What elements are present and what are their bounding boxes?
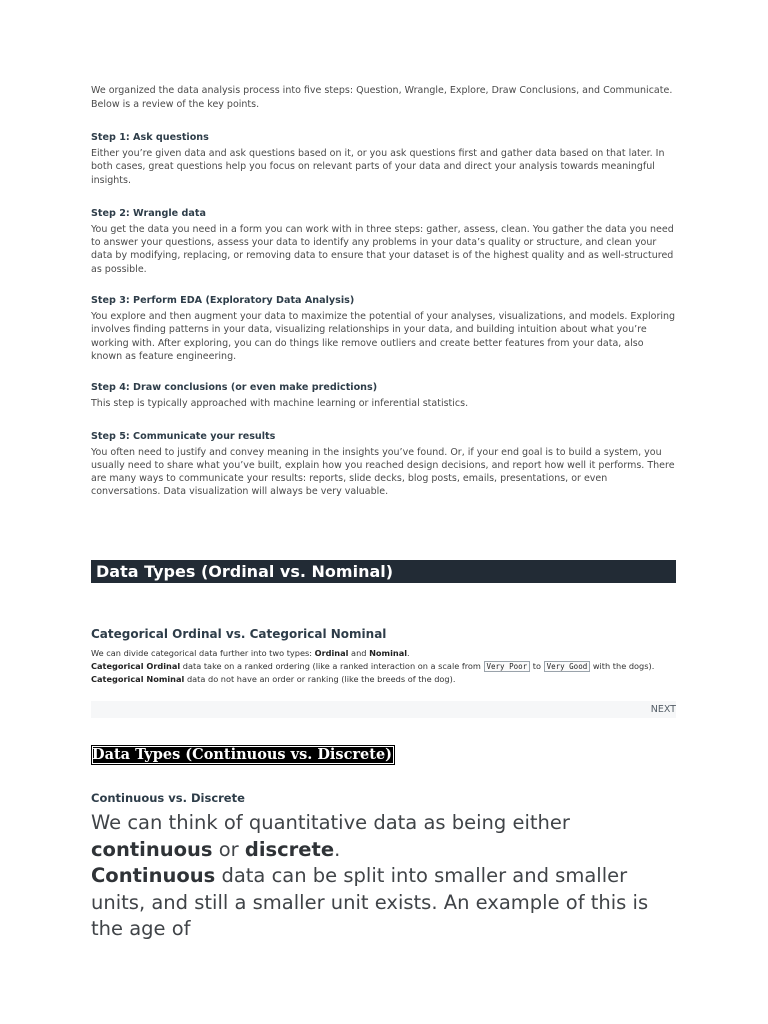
inline-code: Very Good: [544, 661, 591, 672]
description-line: [91, 660, 679, 674]
text: or: [212, 837, 245, 861]
text: .: [334, 837, 341, 861]
term-discrete: discrete: [244, 837, 335, 861]
step-body: Either you’re given data and ask questions based on it, or you ask questions first and gather data based on that later. In both cases, great questions help you focus on relevant parts of your data and direct your analysis towards meaningful insights.: [91, 148, 665, 186]
step-title: Step 1: Ask questions: [91, 132, 209, 143]
step-title: Step 2: Wrangle data: [91, 207, 206, 219]
description-line: [91, 673, 679, 686]
step-4: [91, 381, 677, 410]
step-title: Step 5: Communicate your results: [91, 430, 276, 442]
text: data take on a ranked ordering (like a ranked interaction on a scale from: [180, 660, 484, 671]
text: We can think of quantitative data as being either: [91, 811, 570, 834]
step-3: [91, 294, 677, 363]
term-categorical-ordinal: Categorical Ordinal: [91, 660, 181, 671]
text: data can be split into smaller and smaller units, and still a smaller unit exists. An example of this is the age of: [91, 864, 649, 940]
inline-code: Very Poor: [484, 661, 531, 672]
subsection-heading: Continuous vs. Discrete: [91, 791, 245, 805]
text: We can divide categorical data further into two types:: [91, 648, 315, 658]
term-nominal: Nominal: [369, 648, 408, 658]
term-continuous-cap: Continuous: [91, 864, 216, 887]
section-heading: Categorical Ordinal vs. Categorical Nominal: [91, 627, 387, 641]
step-5: [91, 430, 677, 499]
content: [91, 84, 677, 499]
text: data do not have an order or ranking (like the breeds of the dog).: [184, 674, 456, 684]
text: to: [530, 660, 544, 671]
next-button[interactable]: NEXT: [650, 704, 676, 715]
description-line: [91, 647, 679, 660]
term-continuous: continuous: [91, 837, 213, 861]
term-categorical-nominal: Categorical Nominal: [91, 674, 185, 684]
paragraph-line: [91, 810, 681, 863]
section-title-2: Data Types (Continuous vs. Discrete): [91, 745, 395, 765]
step-2: [91, 207, 677, 276]
text: with the dogs).: [590, 660, 655, 671]
text: .: [407, 648, 410, 658]
term-ordinal: Ordinal: [314, 648, 349, 658]
paragraph-line: [91, 863, 681, 943]
step-body: You explore and then augment your data to maximize the potential of your analyses, visualizations, and models. Exploring involves finding patterns in your data, visualizing relationships in your data, and building intuition about what you’re working with. After exploring, you can do things like remove outliers and create better features from your data, also known as feature engineering.: [91, 311, 676, 362]
section-title: Data Types (Ordinal vs. Nominal): [96, 562, 394, 581]
step-body: This step is typically approached with machine learning or inferential statistics.: [91, 398, 469, 410]
next-bar: [91, 701, 676, 718]
continuous-paragraph: [91, 810, 681, 943]
categorical-description: [91, 647, 679, 686]
intro-paragraph: We organized the data analysis process into five steps: Question, Wrangle, Explore, Draw Conclusions, and Communicate. Below is a review of the key points.: [91, 85, 673, 110]
step-body: You often need to justify and convey meaning in the insights you’ve found. Or, if your end goal is to build a system, you usually need to share what you’ve built, explain how you reached design decisions, and report how well it performs. There are many ways to communicate your results: reports, slide decks, blog posts, emails, presentations, or even conversations. Data visualization will always be very valuable.: [91, 446, 675, 498]
step-title: Step 4: Draw conclusions (or even make predictions): [91, 382, 378, 394]
step-body: You get the data you need in a form you can work with in three steps: gather, assess, clean. You gather the data you need to answer your questions, assess your data to identify any problems in your data’s quality or structure, and clean your data by modifying, replacing, or removing data to ensure that your dataset is of the highest quality and as well-structured as possible.: [91, 223, 674, 275]
text: and: [348, 648, 370, 658]
step-1: [91, 131, 677, 187]
step-title: Step 3: Perform EDA (Exploratory Data Analysis): [91, 295, 355, 307]
section-title-band: [91, 560, 676, 583]
